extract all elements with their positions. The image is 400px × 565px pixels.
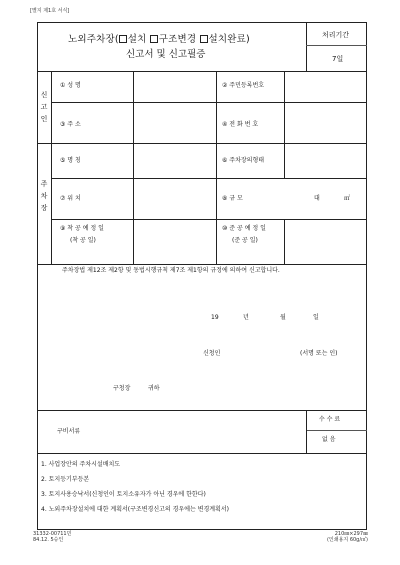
divider [284, 143, 285, 178]
completion-date-label: ⑩ 준 공 예 정 일 [222, 225, 266, 232]
fee-value: 없 음 [322, 436, 336, 443]
document-item-3: 3. 토지사용승낙서(신청인이 토지소유자가 아닌 경우에 한한다) [41, 491, 206, 498]
divider [306, 45, 367, 46]
resident-id-label: ② 주민등록번호 [222, 82, 265, 89]
parking-type-label: ⑥ 주차장의형태 [222, 157, 265, 164]
divider [216, 71, 217, 264]
divider [306, 430, 367, 431]
document-item-2: 2. 토지등기부등본 [41, 476, 90, 483]
divider [284, 219, 285, 264]
divider [51, 219, 367, 220]
processing-period-value: 7일 [332, 55, 344, 63]
document-item-4: 4. 노외주차장설치에 대한 계획서(구조변경신고의 경우에는 변경계획서) [41, 506, 230, 513]
divider [133, 71, 134, 143]
scale-label: ⑧ 규 모 [222, 195, 243, 202]
divider [51, 71, 52, 264]
footer-left [33, 531, 71, 543]
scale-unit-count: 대 [314, 195, 320, 202]
date-day-unit: 일 [313, 314, 319, 321]
signature-field[interactable]: (서명 또는 인) [300, 350, 338, 357]
divider [51, 102, 367, 103]
applicant-section-label: 신 고 인 [40, 91, 48, 123]
title-prefix: 노외주차장( [68, 34, 119, 45]
addressee-honorific: 귀하 [148, 385, 160, 392]
form-number-label: [별지 제1호 서식] [30, 8, 70, 14]
title-option-install-complete: 설치완료) [208, 34, 250, 45]
date-month-unit: 월 [280, 314, 286, 321]
divider [51, 178, 367, 179]
divider [306, 410, 307, 453]
applicant-sign-label: 신청인 [203, 350, 221, 357]
title-option-install: 설치 [127, 34, 147, 45]
parking-section-label: 주 차 장 [40, 180, 48, 212]
location-label: ⑦ 위 치 [60, 195, 81, 202]
scale-unit-area: ㎡ [344, 195, 351, 202]
paper-size: 210㎜×297㎜ [334, 531, 368, 537]
completion-date-sublabel: (준 공 일) [232, 237, 258, 244]
declaration-text: 주차장법 제12조 제2항 및 동법시행규칙 제7조 제1항의 규정에 의하여 신고합니다. [62, 267, 280, 274]
addressee-office: 구청장 [113, 385, 131, 392]
divider [284, 71, 285, 143]
title-option-structure-change: 구조변경 [158, 34, 197, 45]
divider [37, 453, 367, 454]
footer-right [318, 531, 368, 543]
document-item-1: 1. 사업장안의 주차시설배치도 [41, 461, 121, 468]
fee-label: 수 수 료 [319, 416, 341, 423]
processing-period-label: 처리기간 [322, 31, 350, 39]
checkbox-structure-change[interactable] [150, 35, 158, 43]
divider [37, 410, 367, 411]
date-year: 19 [211, 314, 219, 321]
parking-name-label: ⑤ 명 칭 [60, 157, 81, 164]
date-year-unit: 년 [243, 314, 249, 321]
form-code: 31332-00711민 [33, 531, 72, 537]
start-date-sublabel: (착 공 일) [70, 237, 96, 244]
divider [133, 143, 134, 264]
divider [37, 143, 367, 144]
checkbox-install[interactable] [119, 35, 127, 43]
name-label: ① 성 명 [60, 82, 81, 89]
address-label: ③ 주 소 [60, 121, 81, 128]
phone-label: ④ 전 화 번 호 [222, 121, 259, 128]
form-subtitle: 신고서 및 신고필증 [126, 49, 206, 60]
checkbox-install-complete[interactable] [200, 35, 208, 43]
approval-date: 84.12. 5승인 [33, 537, 64, 543]
divider [37, 264, 367, 265]
start-date-label: ⑨ 착 공 예 정 일 [60, 225, 104, 232]
form-title [68, 35, 250, 45]
divider [306, 22, 307, 71]
required-documents-label: 구비서류 [57, 428, 81, 435]
divider [37, 71, 367, 72]
paper-weight: (인쇄용지 60g/㎡) [326, 537, 368, 543]
